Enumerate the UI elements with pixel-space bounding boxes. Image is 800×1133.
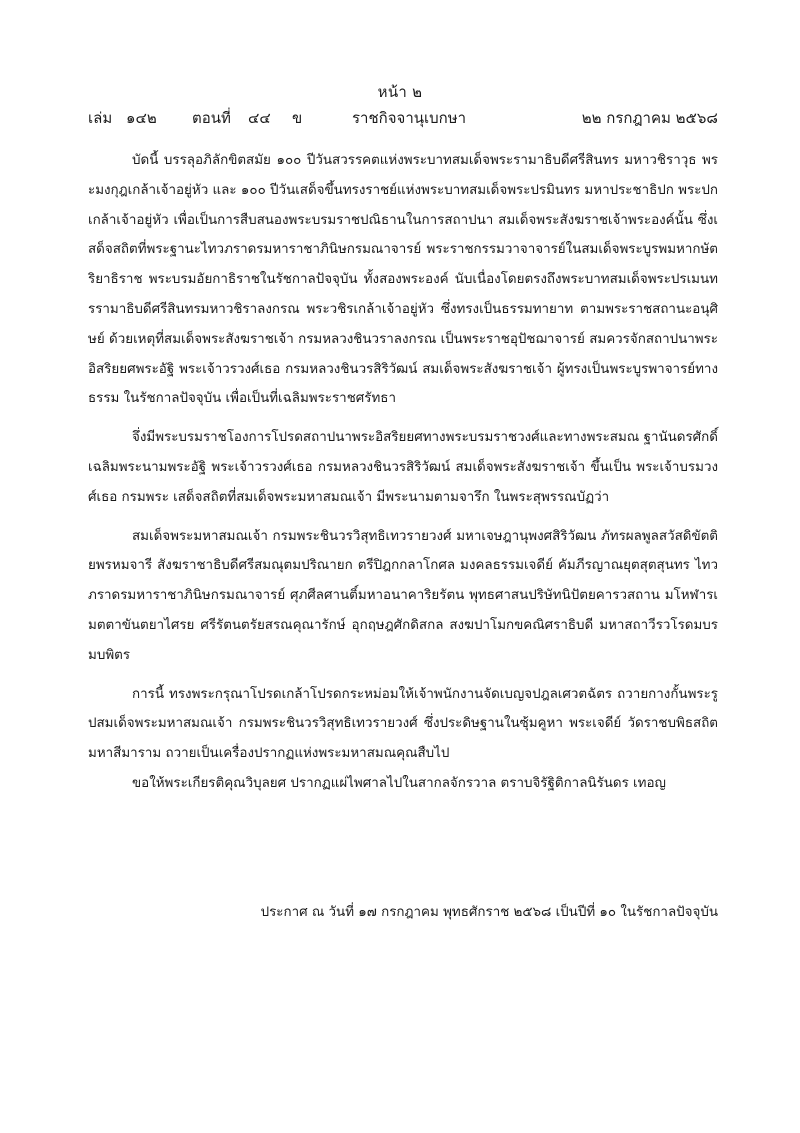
paragraph-royal-command: จึ่งมีพระบรมราชโองการโปรดสถาปนาพระอิสริยยศทางพระบรมราชวงศ์และทางพระสมณ ฐานันดรศักดิ์ เฉลิมพระนามพระอัฐิ พระเจ้าวรวงศ์เธอ กรมหลวงชินวรสิริวัฒน์ สมเด็จพระสังฆราชเจ้า ขึ้นเป็น พระเจ้าบรมวงศ์เธอ กรมพระ เสด็จสถิตที่สมเด็จพระมหาสมณเจ้า มีพระนามตามจารึก ในพระสุพรรณบัฏว่า [88,430,718,505]
volume-number: ๑๔๒ [126,109,157,127]
section-label: ตอนที่ [192,109,231,127]
proclamation-date-line: ประกาศ ณ วันที่ ๑๗ กรกฎาคม พุทธศักราช ๒๕๖๘ เป็นปีที่ ๑๐ ในรัชกาลปัจจุบัน [260,905,718,920]
announcement-body [88,146,718,799]
volume-label: เล่ม [88,109,113,127]
section-number: ๔๔ [248,109,271,127]
paragraph-preamble: บัดนี้ บรรลุอภิลักขิตสมัย ๑๐๐ ปีวันสวรรคตแห่งพระบาทสมเด็จพระรามาธิบดีศรีสินทร มหาวชิราวุธ พระมงกุฎเกล้าเจ้าอยู่หัว และ ๑๐๐ ปีวันเสด็จขึ้นทรงราชย์แห่งพระบาทสมเด็จพระปรมินทร มหาประชาธิปก พระปกเกล้าเจ้าอยู่หัว เพื่อเป็นการสืบสนองพระบรมราชปณิธานในการสถาปนา สมเด็จพระสังฆราชเจ้าพระองค์นั้น ซึ่งเสด็จสถิตที่พระฐานะไทวภราดรมหาราชาภินิษกรมณาจารย์ พระราชกรรมวาจาจารย์ในสมเด็จพระบูรพมหากษัตริยาธิราช พระบรมอัยกาธิราชในรัชกาลปัจจุบัน ทั้งสองพระองค์ นับเนื่องโดยตรงถึงพระบาทสมเด็จพระปรเมนทรรามาธิบดีศรีสินทรมหาวชิราลงกรณ พระวชิรเกล้าเจ้าอยู่หัว ซึ่งทรงเป็นธรรมทายาท ตามพระราชสถานะอนุศิษย์ ด้วยเหตุที่สมเด็จพระสังฆราชเจ้า กรมหลวงชินวราลงกรณ เป็นพระราชอุปัชฌาจารย์ สมควรจักสถาปนาพระอิสริยยศพระอัฐิ พระเจ้าวรวงศ์เธอ กรมหลวงชินวรสิริวัฒน์ สมเด็จพระสังฆราชเจ้า ผู้ทรงเป็นพระบูรพาจารย์ทางธรรม ในรัชกาลปัจจุบัน เพื่อเป็นที่เฉลิมพระราชศรัทธา [88,153,718,407]
paragraph-ceremony: การนี้ ทรงพระกรุณาโปรดเกล้าโปรดกระหม่อมให้เจ้าพนักงานจัดเบญจปฎลเศวตฉัตร ถวายกางกั้นพระรูปสมเด็จพระมหาสมณเจ้า กรมพระชินวรวิสุทธิเทวรายวงศ์ ซึ่งประดิษฐานในซุ้มคูหา พระเจดีย์ วัดราชบพิธสถิตมหาสีมาราม ถวายเป็นเครื่องปรากฏแห่งพระมหาสมณคุณสืบไป [88,686,718,762]
paragraph-blessing: ขอให้พระเกียรติคุณวิบุลยศ ปรากฏแผ่ไพศาลไปในสากลจักรวาล ตราบจิรัฐิติกาลนิรันดร เทอญ [132,775,666,791]
page-number: หน้า ๒ [377,83,423,101]
gazette-header [88,106,718,128]
paragraph-royal-title: สมเด็จพระมหาสมณเจ้า กรมพระชินวรวิสุทธิเทวรายวงศ์ มหาเจษฎานุพงศสิริวัฒน ภัทรผลพูลสวัสดิขัตติยพรหมจารี สังฆราชาธิบดีศรีสมณุตมปริณายก ตรีปิฎกกลาโกศล มงคลธรรมเจดีย์ คัมภีรญาณยุตสุตสุนทร ไทวภราดรมหาราชาภินิษกรมณาจารย์ ศุภศีลศานติ์มหาอนาคาริยรัตน พุทธศาสนปริษัทนิปัตยคารวสถาน มโหฬารเมตตาขันตยาไศรย ศรีรัตนตรัยสรณคุณารักษ์ อุกฤษฎศักดิสกล สงฆปาโมกขคณิศราธิบดี มหาสถาวีรวโรดมบรมบพิตร [88,528,719,663]
section-letter: ข [292,109,303,127]
gazette-name: ราชกิจจานุเบกษา [352,109,467,127]
publication-date: ๒๒ กรกฎาคม ๒๕๖๘ [581,109,718,127]
